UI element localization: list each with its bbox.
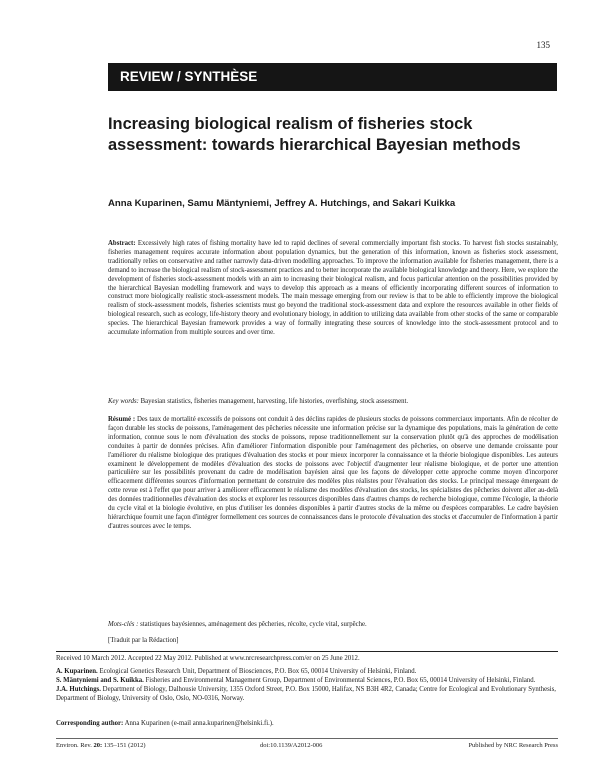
page-number: 135 xyxy=(536,40,550,50)
affiliation-hutchings: J.A. Hutchings. Department of Biology, Dalhousie University, 1355 Oxford Street, P.O. Box 15000, Halifax, NS B3H 4R2, Canada; Centre for Ecological and Evolutionary Synthesis, Department of Biology, University of Oslo, Oslo, NO-0316, Norway. xyxy=(56,685,556,702)
abstract-text: Excessively high rates of fishing mortality have led to rapid declines of several commercially important fish stocks. To harvest fish stocks sustainably, fisheries management requires accurate information about population dynamics, but the generation of this information, known as fisheries stock assessment, traditionally relies on conservative and rather narrowly data-driven modelling approaches. To improve the information available for fisheries management, there is a demand to increase the biological realism of stock-assessment practices and to better incorporate the available biological knowledge and theory. Here, we explore the development of fisheries stock-assessment models with an aim to increasing their biological realism, and focus particular attention on the possibilities provided by the hierarchical Bayesian modelling framework and ways to develop this approach as a means of efficiently incorporating different sources of information to construct more biologically realistic stock-assessment models. The main message emerging from our review is that to be able to efficiently improve the biological realism of stock-assessment models, fisheries scientists must go beyond the traditional stock-assessment data and explore the resources available in other fields of biological research, such as ecology, life-history theory and evolutionary biology, in addition to utilizing data available from other stocks of the same or comparable species. The hierarchical Bayesian framework provides a way of formally integrating these sources of knowledge into the stock-assessment protocol and to accumulate information from multiple sources and over time. xyxy=(108,240,558,337)
author-list: Anna Kuparinen, Samu Mäntyniemi, Jeffrey A. Hutchings, and Sakari Kuikka xyxy=(108,198,456,209)
keywords-label: Key words: xyxy=(108,398,139,405)
resume-label: Résumé : xyxy=(108,416,136,423)
publisher: Published by NRC Research Press xyxy=(468,742,558,749)
abstract-label: Abstract: xyxy=(108,240,136,247)
resume-text: Des taux de mortalité excessifs de poissons ont conduit à des déclins rapides de plusieurs stocks de poissons commerciaux importants. Afin de récolter de façon durable les stocks de poissons, l'aménagement des pêcheries nécessite une information précise sur la dynamique des populations, mais la génération de cette information, connue sous le nom d'évaluation des stocks de poissons, repose traditionnellement sur la conservation plutôt qu'à des approches de modélisation conduites à partir de données précises. Afin d'améliorer l'information disponible pour l'aménagement des pêcheries, on observe une demande croissante pour l'améliorer du réalisme biologique des pratiques d'évaluation des stocks et pour mieux incorporer la connaissance et la théorie biologique disponibles. Les auteurs examinent le développement de modèles d'évaluation des stocks de poissons avec l'objectif d'augmenter leur réalisme biologique, et de porter une attention particulière sur les possibilités provenant du cadre de modélisation bayésien ainsi que les façons de développer cette approche comme moyen d'incorporer efficacement différentes sources d'information permettant de construire des modèles plus réalistes pour l'évaluation des stocks. Le principal message émergeant de cette revue est à l'effet que pour arriver à améliorer efficacement le réalisme des modèles d'évaluation des stocks, les spécialistes des pêcheries doivent aller au-delà des données traditionnelles d'évaluation des stocks et explorer les ressources disponibles dans d'autres champs de recherche biologique, comme l'écologie, la théorie du cycle vital et la biologie évolutive, en plus d'utiliser les données disponibles à partir d'autres stocks de la même ou d'espèces comparables. Le cadre bayésien hiérarchique fournit une façon d'intégrer formellement ces sources de connaissances dans le protocole d'évaluation des stocks et d'accumuler de l'information à partir d'autres sources avec le temps. xyxy=(108,416,559,530)
abstract-french xyxy=(108,416,558,532)
translation-note: [Traduit par la Rédaction] xyxy=(108,637,179,644)
affiliation-kuparinen: A. Kuparinen. Ecological Genetics Research Unit, Department of Biosciences, P.O. Box 65, 00014 University of Helsinki, Finland. xyxy=(56,668,417,675)
mots-cles-text: statistiques bayésiennes, aménagement des pêcheries, récolte, cycle vital, surpêche. xyxy=(140,621,367,628)
abstract-english xyxy=(108,240,558,338)
keywords-text: Bayesian statistics, fisheries management, harvesting, life histories, overfishing, stock assessment. xyxy=(140,398,409,405)
corresponding-label: Corresponding author: xyxy=(56,720,124,727)
bottom-rule xyxy=(56,738,558,739)
article-title: Increasing biological realism of fisheries stock assessment: towards hierarchical Bayesian methods xyxy=(108,115,521,154)
affiliation-mantyniemi-kuikka: S. Mäntyniemi and S. Kuikka. Fisheries and Environmental Management Group, Department of Environmental Sciences, P.O. Box 65, 00014 University of Helsinki, Finland. xyxy=(56,676,536,684)
affiliations xyxy=(56,668,558,704)
keywords-english xyxy=(108,398,558,407)
received-dates: Received 10 March 2012. Accepted 22 May 2012. Published at www.nrcresearchpress.com/er on 25 June 2012. xyxy=(56,655,360,662)
doi[interactable]: doi:10.1139/A2012-006 xyxy=(260,742,323,749)
mots-cles-label: Mots-clés : xyxy=(108,621,139,628)
section-label: REVIEW / SYNTHÈSE xyxy=(120,69,258,84)
footer-divider xyxy=(56,651,558,652)
journal-reference: Environ. Rev. 20: 135–151 (2012) xyxy=(56,742,146,749)
section-banner xyxy=(108,63,557,91)
corresponding-text: Anna Kuparinen (e-mail anna.kuparinen@helsinki.fi.). xyxy=(124,720,274,727)
keywords-french xyxy=(108,621,558,630)
corresponding-author xyxy=(56,720,558,729)
